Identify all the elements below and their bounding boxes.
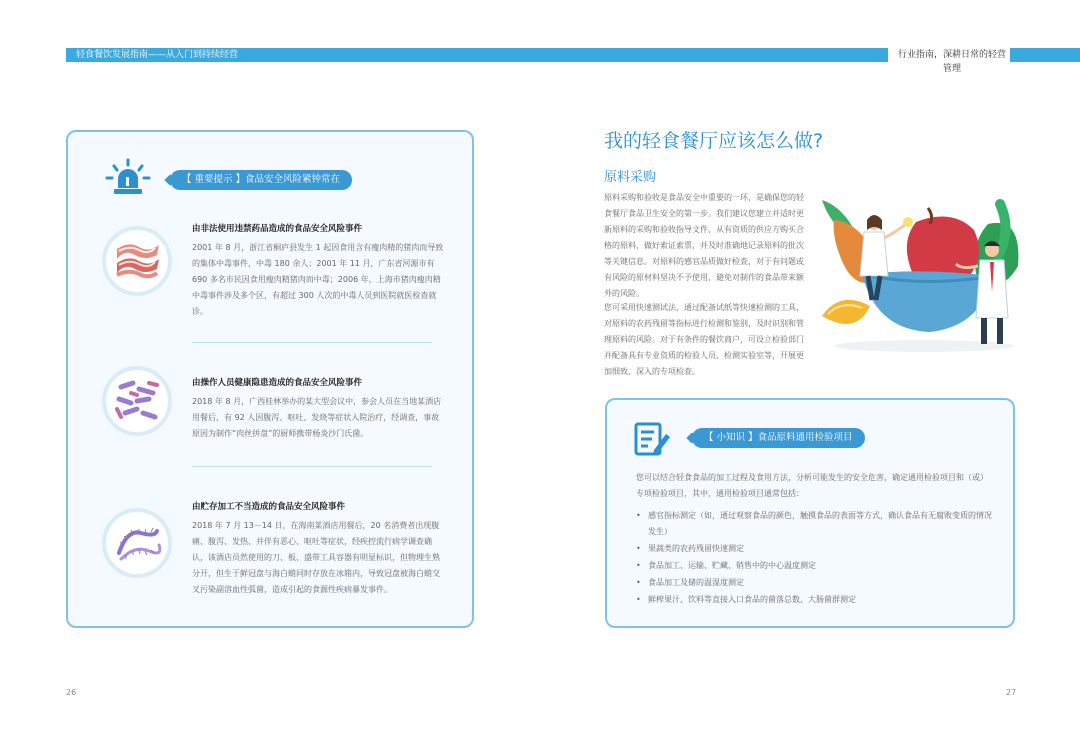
- header-bar-right: [1010, 48, 1080, 62]
- bacteria-icon: [102, 366, 172, 436]
- page-number-right: 27: [1006, 688, 1017, 697]
- important-notice-badge: 【 重要提示 】食品安全风险紧钟常在: [170, 170, 352, 190]
- divider: [192, 466, 432, 467]
- divider: [192, 342, 432, 343]
- section-title: 由贮存加工不当造成的食品安全风险事件: [192, 502, 346, 512]
- list-item: • 食品加工及储的温湿度测定: [636, 575, 996, 591]
- list-item: • 果蔬类的农药残留快速测定: [636, 541, 996, 557]
- list-item: • 食品加工、运输、贮藏、销售中的中心温度测定: [636, 558, 996, 574]
- paragraph: 原料采购和验收是食品安全中重要的一环，是确保您的轻食餐厅食品卫生安全的第一步。我们建议您建立并适时更新原料的采购和验收指导文件，从有资质的供应方购买合格的原料，做好索证索票，并及时准确地记录原料的批次等关键信息。对原料的感官品质做好检查，对于有问题或有风险的原材料坚决不予使用，避免对制作的食品带来额外的风险。: [604, 193, 804, 298]
- siren-icon: [104, 158, 152, 198]
- section-subtitle: 原料采购: [604, 170, 657, 185]
- page-title: 我的轻食餐厅应该怎么做?: [604, 130, 824, 152]
- header-left-title: 轻食餐饮发展指南——从入门到持续经营: [76, 50, 239, 60]
- section-body: 2001 年 8 月，浙江省桐庐县发生 1 起因食用含有瘦肉精的猪肉而导致的集体中毒事件，中毒 180 余人；2001 年 11 月，广东省河源市有 690 多名市民因食用瘦肉精猪肉而中毒；2006 年，上海市猪肉瘦肉精中毒事件涉及多个区，有超过 300 人次的中毒人员到医院就医检查就诊。: [192, 243, 444, 316]
- vibrio-icon: [102, 508, 172, 578]
- list-item: • 感官指标测定（如，通过观察食品的颜色，触摸食品的表面等方式，确认食品有无腐败变质的情况发生）: [636, 508, 996, 540]
- section-title: 由操作人员健康隐患造成的食品安全风险事件: [192, 378, 363, 388]
- inspection-item-list: [636, 508, 996, 609]
- list-item: • 鲜榨果汁、饮料等直接入口食品的菌落总数、大肠菌群测定: [636, 592, 996, 608]
- section-title: 由非法使用违禁药品造成的食品安全风险事件: [192, 224, 363, 234]
- food-safety-illustration: [812, 196, 1034, 356]
- section-body: 2018 年 7 月 13－14 日，在海南某酒店用餐后，20 名消费者出现腹痛、腹泻、发热、并伴有恶心、呕吐等症状，经疾控流行病学调查确认，该酒店员然使用的刀、板、盛带工具容器有明显标识，但物理生熟分开，但生于鲜冠盘与海白蛸同时存放在冰箱内，导致冠盘被海白蛸交叉污染副溶血性弧菌，造成引起的食源性疾病暴发事件。: [192, 521, 440, 594]
- knowledge-badge: 【 小知识 】食品原料通用检验项目: [692, 428, 865, 448]
- document-edit-icon: [632, 420, 672, 460]
- tip-intro: 您可以结合轻食食品的加工过程及食用方法，分析可能发生的安全危害，确定通用检验项目和（或）专项检验项目，其中，通用检验项目通常包括：: [636, 473, 988, 498]
- section-body: 2018 年 8 月，广西桂林举办的某大型会议中，参会人员在当地某酒店用餐后，有 92 人因腹泻、呕吐、发烧等症状入院治疗，经调查，事故原因为制作“肉丝拼盘”的厨师携带杨炎沙门氏菌。: [192, 397, 442, 438]
- page-number-left: 26: [66, 688, 77, 697]
- bacon-icon: [102, 226, 172, 296]
- header-right-title: 行业指南，深耕日常的轻营管理: [897, 50, 1006, 74]
- paragraph: 您可采用快速测试法，通过配备试纸等快速检测的工具，对原料的农药残留等指标进行检测和鉴别，及时识别和管理原料的风险。对于有条件的餐饮商户，可设立检验部门并配备具有专业资质的检验人员、检测实验室等，开展更加细致、深入的专项检查。: [604, 303, 804, 376]
